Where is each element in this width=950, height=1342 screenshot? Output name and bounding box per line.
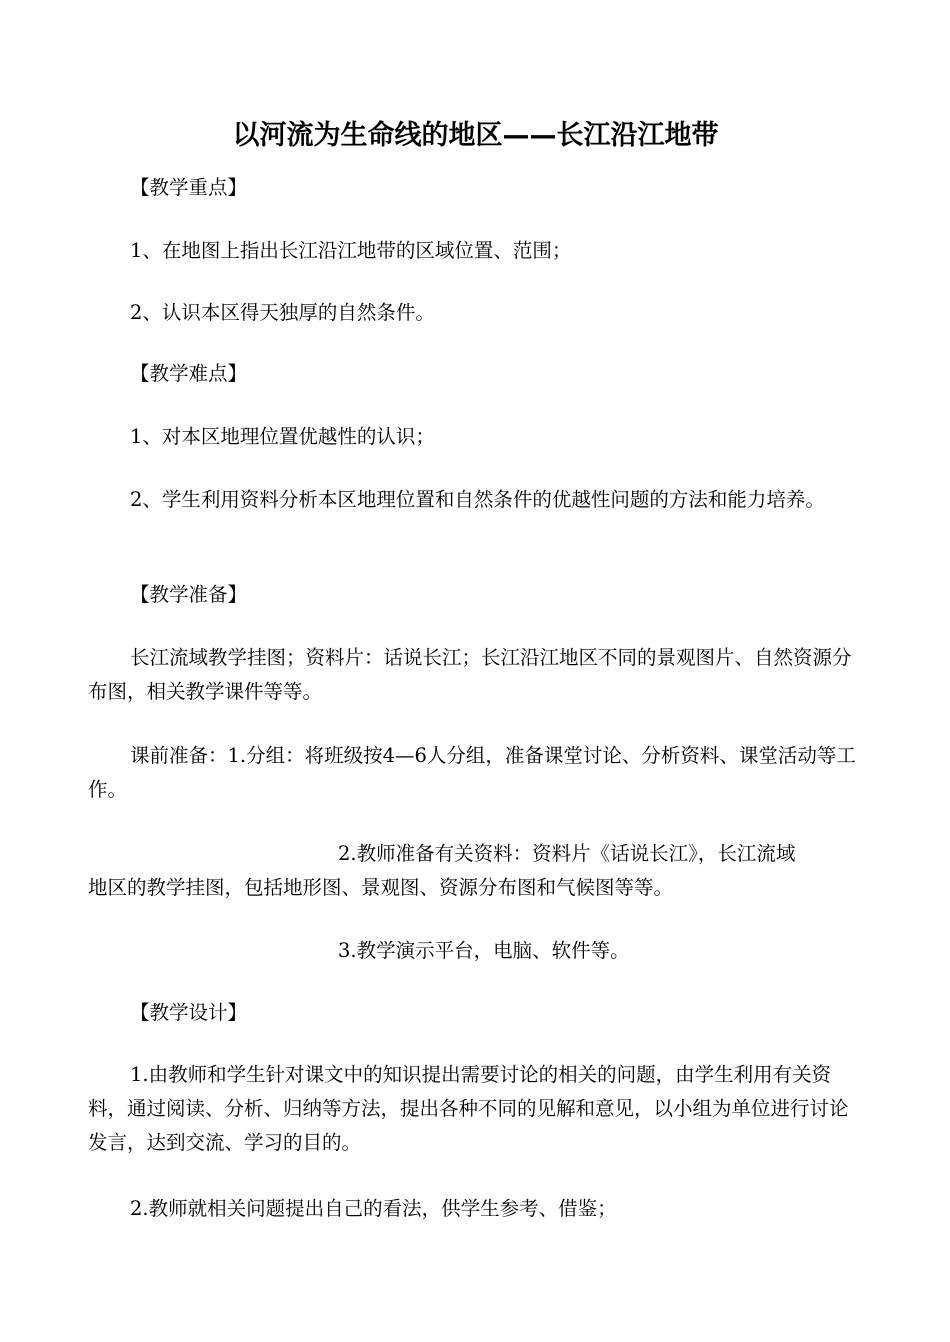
design-heading: 【教学设计】 bbox=[130, 1001, 248, 1024]
preparation-2: 课前准备：1.分组：将班级按4—6人分组，准备课堂讨论、分析资料、课堂活动等工作。 bbox=[88, 744, 856, 801]
key-point-2: 2、认识本区得天独厚的自然条件。 bbox=[130, 301, 435, 324]
preparation-3-line-1: 2.教师准备有关资料：资料片《话说长江》，长江流域 bbox=[338, 842, 796, 865]
difficulty-1: 1、对本区地理位置优越性的认识； bbox=[130, 425, 435, 448]
preparation-1: 长江流域教学挂图；资料片：话说长江；长江沿江地区不同的景观图片、自然资源分布图，相关教学课件等等。 bbox=[88, 646, 852, 703]
difficulty-2: 2、学生利用资料分析本区地理位置和自然条件的优越性问题的方法和能力培养。 bbox=[130, 488, 825, 511]
design-2: 2.教师就相关问题提出自己的看法，供学生参考、借鉴； bbox=[130, 1197, 617, 1220]
preparation-heading: 【教学准备】 bbox=[130, 583, 248, 606]
key-point-1: 1、在地图上指出长江沿江地带的区域位置、范围； bbox=[130, 239, 572, 262]
key-points-heading: 【教学重点】 bbox=[130, 176, 248, 199]
document-title: 以河流为生命线的地区——长江沿江地带 bbox=[232, 120, 719, 151]
design-1: 1.由教师和学生针对课文中的知识提出需要讨论的相关的问题，由学生利用有关资料，通过阅读、分析、归纳等方法，提出各种不同的见解和意见，以小组为单位进行讨论发言，达到交流、学习的目的。 bbox=[88, 1063, 849, 1154]
difficulties-heading: 【教学难点】 bbox=[130, 362, 248, 385]
preparation-3-line-2: 地区的教学挂图，包括地形图、景观图、资源分布图和气候图等等。 bbox=[88, 876, 674, 899]
preparation-4: 3.教学演示平台，电脑、软件等。 bbox=[338, 939, 630, 962]
